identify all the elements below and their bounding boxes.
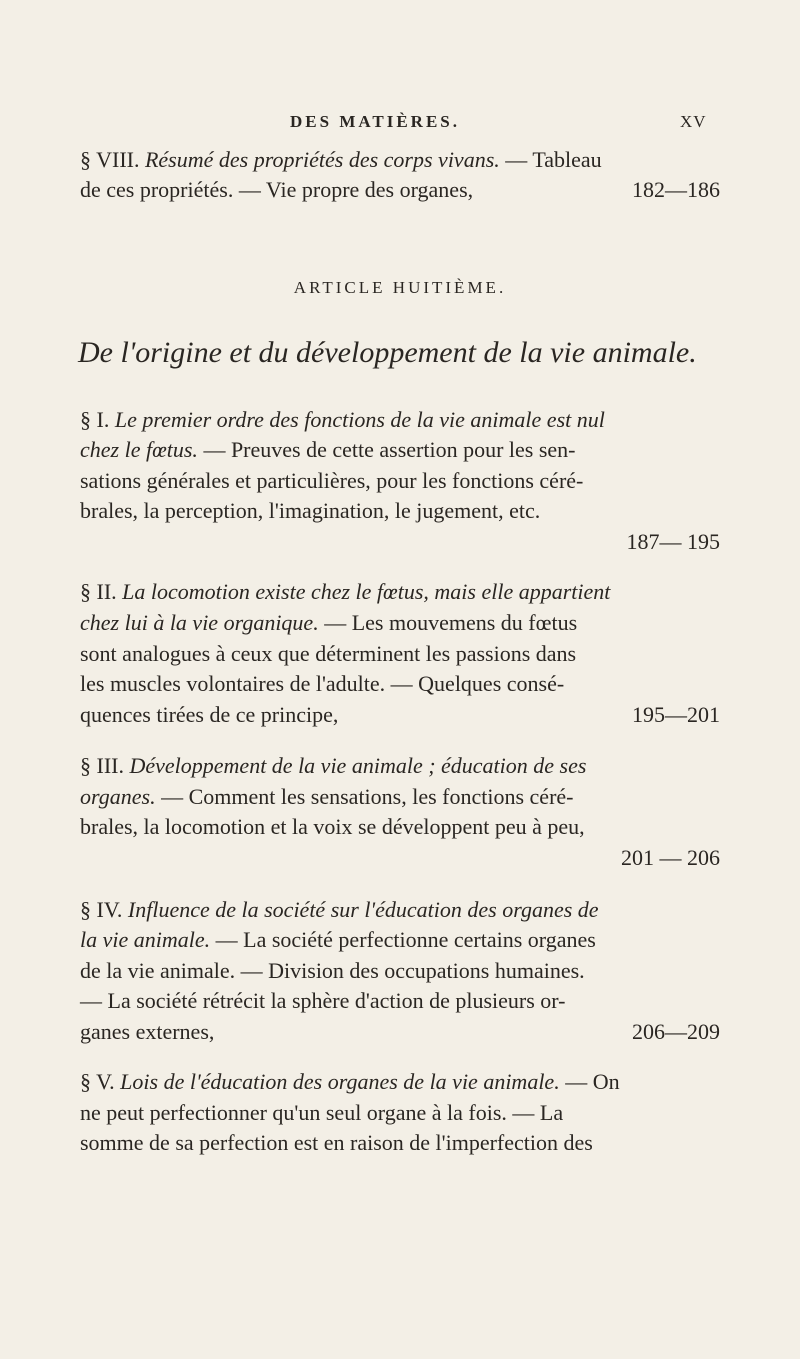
section-i-title-2: chez le fœtus. [80, 437, 198, 462]
section-iv-line-1 [80, 896, 720, 924]
section-ii-line-5-text: quences tirées de ce principe, [80, 702, 339, 727]
section-iii-title-1: Développement de la vie animale ; éducation de ses [129, 753, 587, 778]
section-v-line-3: somme de sa perfection est en raison de l'imperfection des [80, 1130, 593, 1155]
section-iii-mark: § III. [80, 753, 124, 778]
section-ii-line-2 [80, 609, 720, 637]
section-v-text-1: — On [565, 1069, 620, 1094]
article-heading: ARTICLE HUITIÈME. [293, 278, 507, 297]
section-viii-text: — Tableau [505, 147, 602, 172]
section-iii-line-1 [80, 752, 720, 780]
section-i-pages: 187— 195 [626, 529, 720, 554]
running-head [0, 112, 800, 136]
section-iii-title-2: organes. [80, 784, 156, 809]
section-i-title-1: Le premier ordre des fonctions de la vie animale est nul [114, 407, 605, 432]
section-iv-line-5-text: ganes externes, [80, 1019, 215, 1044]
section-ii-line-3: sont analogues à ceux que déterminent les passions dans [80, 641, 577, 666]
section-v-title: Lois de l'éducation des organes de la vie animale. [120, 1069, 560, 1094]
section-ii-line-1 [80, 578, 720, 606]
section-iii-pages: 201 — 206 [621, 845, 720, 870]
section-iv-line-3: de la vie animale. — Division des occupations humaines. [80, 958, 585, 983]
section-iv-line-4: — La société rétrécit la sphère d'action de plusieurs or- [80, 988, 566, 1013]
section-viii-title: Résumé des propriétés des corps vivans. [144, 147, 500, 172]
section-iv-mark: § IV. [80, 897, 123, 922]
section-i-text-1: — Preuves de cette assertion pour les sen- [203, 437, 576, 462]
section-viii-line-2-text: de ces propriétés. — Vie propre des organes, [80, 177, 474, 202]
section-ii-pages: 195—201 [632, 702, 720, 727]
section-v-mark: § V. [80, 1069, 115, 1094]
section-ii-title-2: chez lui à la vie organique. [80, 610, 319, 635]
section-i-line-1 [80, 406, 720, 434]
section-iii-text-1: — Comment les sensations, les fonctions céré- [161, 784, 574, 809]
section-v-line-2: ne peut perfectionner qu'un seul organe à la fois. — La [80, 1100, 564, 1125]
chapter-title: De l'origine et du développement de la vie animale. [78, 336, 697, 369]
section-viii-pages: 182—186 [632, 177, 720, 202]
section-iv-pages: 206—209 [632, 1019, 720, 1044]
section-iii-line-3: brales, la locomotion et la voix se développent peu à peu, [80, 814, 585, 839]
section-iv-line-2 [80, 926, 720, 954]
page-number: XV [680, 112, 707, 131]
section-i-line-3: sations générales et particulières, pour les fonctions céré- [80, 468, 584, 493]
section-iv-title-1: Influence de la société sur l'éducation des organes de [127, 897, 599, 922]
section-viii-line-2 [80, 176, 720, 204]
section-viii-mark: § VIII. [80, 147, 140, 172]
section-i-line-4: brales, la perception, l'imagination, le jugement, etc. [80, 498, 541, 523]
section-iv-title-2: la vie animale. [80, 927, 211, 952]
running-head-title: DES MATIÈRES. [290, 112, 460, 131]
section-i-line-2 [80, 436, 720, 464]
section-ii-text-1: — Les mouvemens du fœtus [324, 610, 578, 635]
section-ii-title-1: La locomotion existe chez le fœtus, mais elle appartient [122, 579, 611, 604]
section-viii-line-1 [80, 146, 720, 174]
section-iv-line-5 [80, 1018, 720, 1046]
section-iv-text-1: — La société perfectionne certains organes [215, 927, 596, 952]
section-ii-mark: § II. [80, 579, 117, 604]
section-ii-line-5 [80, 701, 720, 729]
section-i-mark: § I. [80, 407, 110, 432]
section-iii-line-2 [80, 783, 720, 811]
section-ii-line-4: les muscles volontaires de l'adulte. — Quelques consé- [80, 671, 565, 696]
section-v-line-1 [80, 1068, 720, 1096]
